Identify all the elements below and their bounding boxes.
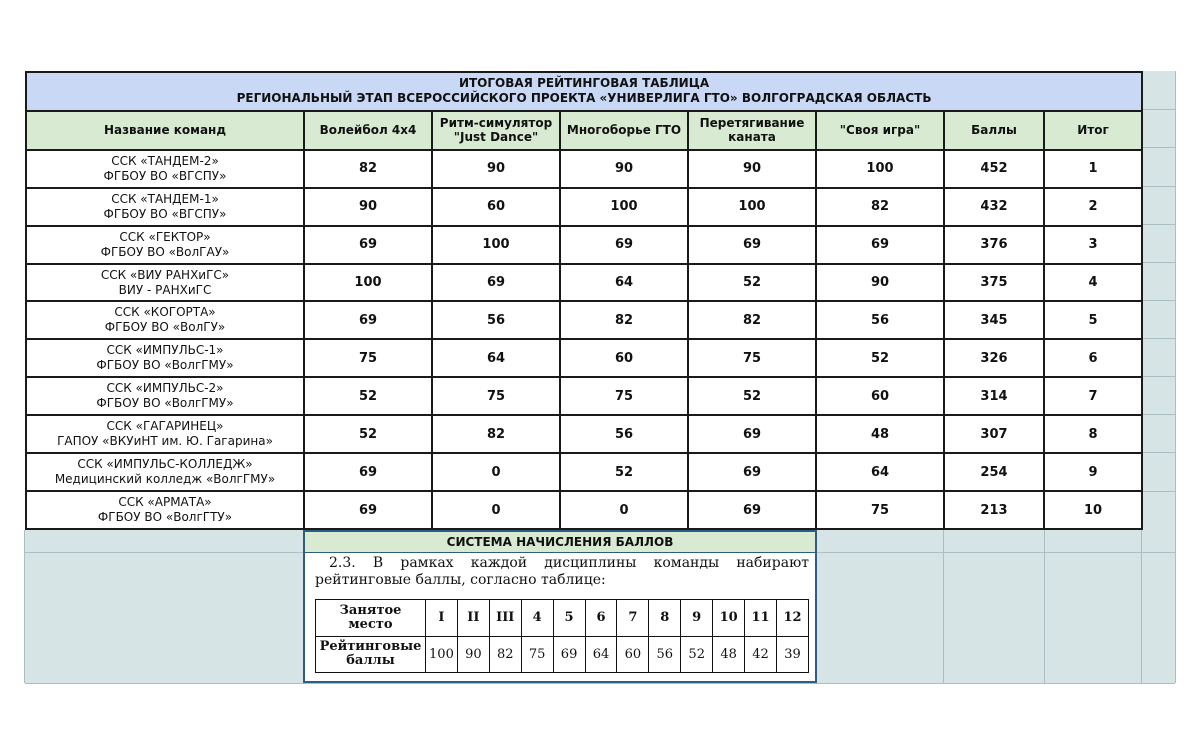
final-rank: 6 (1044, 339, 1142, 377)
total-points: 375 (944, 264, 1044, 302)
table-row (26, 377, 1142, 415)
team-name: ССК «ТАНДЕМ-1» (111, 191, 219, 206)
table-row (26, 453, 1142, 491)
grid-line (1044, 530, 1045, 683)
team-name: ССК «ИМПУЛЬС-2» (106, 381, 224, 396)
grid-line (1175, 71, 1176, 683)
scoring-system-block (303, 530, 817, 683)
team-org: ВИУ - РАНХиГС (118, 282, 212, 297)
grid-line (1141, 414, 1175, 415)
points-label (316, 636, 426, 673)
final-rank: 1 (1044, 150, 1142, 188)
score-tug-of-war: 100 (688, 188, 816, 226)
points-cell: 75 (521, 636, 553, 673)
team-org: ФГБОУ ВО «ВолгГТУ» (97, 510, 233, 524)
team-name: ССК «ИМПУЛЬС-КОЛЛЕДЖ» (77, 457, 253, 472)
header-row (26, 111, 1142, 150)
team-org: ФГБОУ ВО «ВолГАУ» (100, 244, 230, 259)
total-points: 254 (944, 453, 1044, 491)
score-volleyball: 52 (304, 377, 432, 415)
place-label-line1: Занятое (339, 602, 402, 618)
table-row (26, 150, 1142, 188)
score-tug-of-war: 69 (688, 415, 816, 453)
place-cell: 12 (776, 600, 808, 637)
header-gto-multievent: Многоборье ГТО (560, 111, 688, 150)
score-just-dance: 100 (432, 226, 560, 264)
team-cell (26, 415, 304, 453)
score-own-game: 100 (816, 150, 944, 188)
table-row (26, 339, 1142, 377)
header-own-game: "Своя игра" (816, 111, 944, 150)
place-cell: 9 (681, 600, 713, 637)
grid-line (943, 530, 944, 683)
team-name: ССК «ГЕКТОР» (119, 229, 211, 244)
score-tug-of-war: 69 (688, 491, 816, 529)
score-own-game: 90 (816, 264, 944, 302)
score-just-dance: 0 (432, 453, 560, 491)
total-points: 307 (944, 415, 1044, 453)
score-own-game: 56 (816, 301, 944, 339)
total-points: 452 (944, 150, 1044, 188)
points-cell: 64 (585, 636, 617, 673)
score-just-dance: 60 (432, 188, 560, 226)
place-cell: 11 (745, 600, 777, 637)
points-cell: 39 (776, 636, 808, 673)
team-org: ФГБОУ ВО «ВГСПУ» (103, 168, 227, 183)
score-tug-of-war: 52 (688, 377, 816, 415)
rating-table (25, 71, 1143, 530)
grid-line (1141, 262, 1175, 263)
place-cell: 10 (713, 600, 745, 637)
team-name: ССК «ВИУ РАНХиГС» (100, 267, 230, 282)
place-row (316, 600, 809, 637)
team-name: ССК «АРМАТА» (118, 495, 212, 509)
place-cell: 8 (649, 600, 681, 637)
score-tug-of-war: 75 (688, 339, 816, 377)
points-label-line1: Рейтинговые (319, 639, 422, 655)
team-name: ССК «ТАНДЕМ-2» (111, 153, 219, 168)
team-org: ГАПОУ «ВКУиНТ им. Ю. Гагарина» (57, 434, 273, 449)
team-cell (26, 491, 304, 529)
team-org: Медицинский колледж «ВолгГМУ» (54, 472, 276, 487)
points-row (316, 636, 809, 673)
points-label-line2: баллы (346, 653, 395, 669)
table-row (26, 226, 1142, 264)
score-just-dance: 69 (432, 264, 560, 302)
grid-line (1141, 491, 1175, 492)
place-cell: 6 (585, 600, 617, 637)
score-volleyball: 90 (304, 188, 432, 226)
team-cell (26, 188, 304, 226)
score-just-dance: 64 (432, 339, 560, 377)
grid-line (24, 530, 25, 683)
grid-line (1141, 452, 1175, 453)
final-rank: 2 (1044, 188, 1142, 226)
score-volleyball: 82 (304, 150, 432, 188)
score-own-game: 60 (816, 377, 944, 415)
grid-line (1141, 147, 1175, 148)
points-cell: 100 (426, 636, 458, 673)
table-row (26, 188, 1142, 226)
score-own-game: 69 (816, 226, 944, 264)
total-points: 213 (944, 491, 1044, 529)
scoring-rule-text (305, 553, 815, 589)
score-volleyball: 75 (304, 339, 432, 377)
score-volleyball: 69 (304, 453, 432, 491)
final-rank: 3 (1044, 226, 1142, 264)
score-just-dance: 0 (432, 491, 560, 529)
score-gto-multievent: 56 (560, 415, 688, 453)
score-gto-multievent: 60 (560, 339, 688, 377)
final-rank: 9 (1044, 453, 1142, 491)
grid-line (1141, 186, 1175, 187)
grid-line (1141, 530, 1142, 683)
place-cell: 7 (617, 600, 649, 637)
score-tug-of-war: 82 (688, 301, 816, 339)
total-points: 432 (944, 188, 1044, 226)
table-title-line2: РЕГИОНАЛЬНЫЙ ЭТАП ВСЕРОССИЙСКОГО ПРОЕКТА «УНИВЕРЛИГА ГТО» ВОЛГОГРАДСКАЯ ОБЛАСТЬ (236, 91, 932, 106)
score-volleyball: 69 (304, 301, 432, 339)
final-rank: 8 (1044, 415, 1142, 453)
score-own-game: 48 (816, 415, 944, 453)
team-name: ССК «ИМПУЛЬС-1» (106, 343, 224, 358)
points-cell: 90 (457, 636, 489, 673)
team-cell (26, 453, 304, 491)
score-gto-multievent: 90 (560, 150, 688, 188)
team-cell (26, 301, 304, 339)
points-cell: 42 (745, 636, 777, 673)
team-org: ФГБОУ ВО «ВолгГМУ» (96, 358, 234, 373)
total-points: 345 (944, 301, 1044, 339)
score-gto-multievent: 64 (560, 264, 688, 302)
place-cell: I (426, 600, 458, 637)
team-cell (26, 226, 304, 264)
table-row (26, 415, 1142, 453)
grid-line (1141, 376, 1175, 377)
score-own-game: 52 (816, 339, 944, 377)
place-cell: 4 (521, 600, 553, 637)
points-cell: 69 (553, 636, 585, 673)
team-cell (26, 150, 304, 188)
table-title (26, 72, 1142, 111)
team-cell (26, 339, 304, 377)
header-team-name: Название команд (26, 111, 304, 150)
total-points: 314 (944, 377, 1044, 415)
score-just-dance: 82 (432, 415, 560, 453)
final-rank: 7 (1044, 377, 1142, 415)
header-just-dance: Ритм-симулятор "Just Dance" (432, 111, 560, 150)
table-row (26, 301, 1142, 339)
score-own-game: 64 (816, 453, 944, 491)
place-cell: II (457, 600, 489, 637)
score-own-game: 82 (816, 188, 944, 226)
grid-line (1141, 300, 1175, 301)
grid-line (1141, 338, 1175, 339)
score-own-game: 75 (816, 491, 944, 529)
table-title-line1: ИТОГОВАЯ РЕЙТИНГОВАЯ ТАБЛИЦА (458, 76, 710, 91)
points-cell: 60 (617, 636, 649, 673)
score-tug-of-war: 90 (688, 150, 816, 188)
grid-line (1141, 109, 1175, 110)
team-name: ССК «ГАГАРИНЕЦ» (106, 419, 224, 434)
score-tug-of-war: 69 (688, 453, 816, 491)
table-row (26, 264, 1142, 302)
score-volleyball: 69 (304, 226, 432, 264)
score-gto-multievent: 100 (560, 188, 688, 226)
score-just-dance: 90 (432, 150, 560, 188)
header-points: Баллы (944, 111, 1044, 150)
score-gto-multievent: 69 (560, 226, 688, 264)
team-cell (26, 377, 304, 415)
table-row (26, 491, 1142, 529)
score-just-dance: 56 (432, 301, 560, 339)
place-label-line2: место (348, 616, 393, 632)
total-points: 376 (944, 226, 1044, 264)
final-rank: 4 (1044, 264, 1142, 302)
score-gto-multievent: 75 (560, 377, 688, 415)
team-org: ФГБОУ ВО «ВолгГМУ» (96, 396, 234, 411)
points-cell: 48 (713, 636, 745, 673)
grid-line (1141, 224, 1175, 225)
score-gto-multievent: 52 (560, 453, 688, 491)
final-rank: 5 (1044, 301, 1142, 339)
total-points: 326 (944, 339, 1044, 377)
place-cell: III (489, 600, 521, 637)
team-cell (26, 264, 304, 302)
header-tug-of-war: Перетягивание каната (688, 111, 816, 150)
points-cell: 52 (681, 636, 713, 673)
score-volleyball: 52 (304, 415, 432, 453)
score-volleyball: 100 (304, 264, 432, 302)
header-volleyball: Волейбол 4х4 (304, 111, 432, 150)
score-gto-multievent: 82 (560, 301, 688, 339)
team-org: ФГБОУ ВО «ВГСПУ» (103, 206, 227, 221)
score-volleyball: 69 (304, 491, 432, 529)
place-cell: 5 (553, 600, 585, 637)
points-cell: 82 (489, 636, 521, 673)
title-row (26, 72, 1142, 111)
score-just-dance: 75 (432, 377, 560, 415)
header-result: Итог (1044, 111, 1142, 150)
score-tug-of-war: 52 (688, 264, 816, 302)
scoring-rule-sentence: 2.3. В рамках каждой дисциплины команды набирают рейтинговые баллы, согласно таблице: (315, 555, 809, 588)
place-label (316, 600, 426, 637)
score-gto-multievent: 0 (560, 491, 688, 529)
points-table (315, 599, 809, 673)
final-rank: 10 (1044, 491, 1142, 529)
score-tug-of-war: 69 (688, 226, 816, 264)
points-cell: 56 (649, 636, 681, 673)
scoring-system-title: СИСТЕМА НАЧИСЛЕНИЯ БАЛЛОВ (305, 532, 815, 553)
team-name: ССК «КОГОРТА» (114, 305, 216, 320)
team-org: ФГБОУ ВО «ВолГУ» (104, 320, 226, 335)
grid-line (25, 683, 1175, 684)
